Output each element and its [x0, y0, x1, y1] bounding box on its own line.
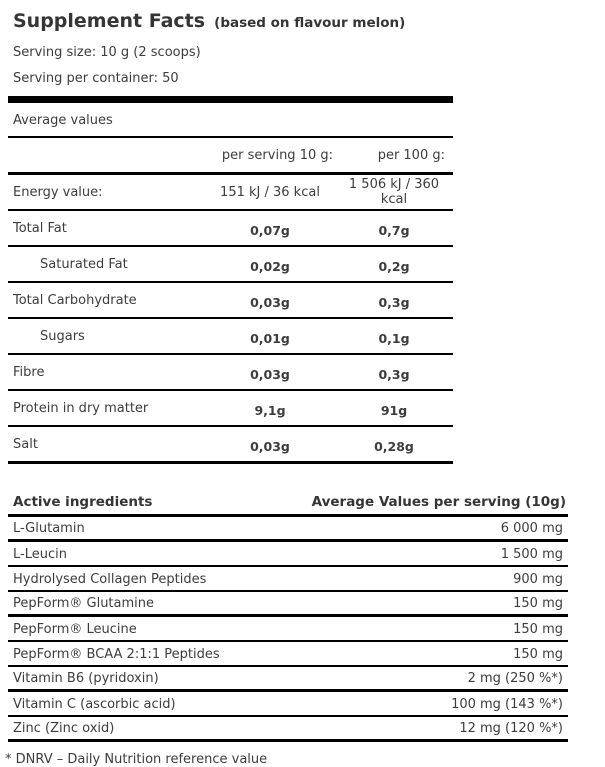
row-label: Protein in dry matter	[13, 400, 149, 416]
row-value-per-serving: 0,01g	[250, 330, 290, 346]
ingredient-rows	[8, 517, 568, 742]
row-value-per-100g: 0,7g	[378, 222, 410, 238]
row-value-per-serving: 0,03g	[250, 438, 290, 454]
table-row	[8, 175, 453, 211]
table-row	[8, 211, 453, 247]
ingredients-table-header	[8, 494, 568, 517]
row-label: Saturated Fat	[40, 256, 128, 272]
row-label: Total Fat	[13, 220, 67, 236]
row-value-per-serving: 0,02g	[250, 258, 290, 274]
table-row	[8, 355, 453, 391]
table-row	[8, 517, 568, 542]
row-value-per-100g: 0,2g	[378, 258, 410, 274]
row-value-per-100g: 0,3g	[378, 366, 410, 382]
row-value-per-serving: 0,07g	[250, 222, 290, 238]
table-row	[8, 567, 568, 592]
page-title	[13, 9, 605, 35]
row-label: Total Carbohydrate	[13, 292, 137, 308]
row-value-per-100g: 1 506 kJ / 360 kcal	[348, 177, 440, 207]
title-text: Supplement Facts	[13, 10, 206, 32]
table-row	[8, 717, 568, 742]
row-value-per-100g: 91g	[380, 402, 408, 418]
table-row	[8, 592, 568, 617]
row-label: Salt	[13, 436, 38, 452]
ingredient-value: 900 mg	[513, 572, 563, 587]
table-row	[8, 427, 453, 464]
row-value-per-serving: 0,03g	[250, 366, 290, 382]
table-row	[8, 247, 453, 283]
ingredient-name: Vitamin B6 (pyridoxin)	[13, 671, 159, 686]
servings-per-container: Serving per container: 50	[13, 71, 179, 86]
ingredient-value: 100 mg (143 %*)	[451, 697, 563, 712]
row-value-per-serving: 151 kJ / 36 kcal	[220, 184, 320, 200]
row-label: Fibre	[13, 364, 45, 380]
ingredient-value: 150 mg	[513, 596, 563, 611]
column-header-per-100g: per 100 g:	[377, 147, 445, 163]
row-value-per-serving: 0,03g	[250, 294, 290, 310]
ingredient-name: PepForm® BCAA 2:1:1 Peptides	[13, 647, 220, 662]
table-row	[8, 692, 568, 717]
ingredient-name: PepForm® Glutamine	[13, 596, 155, 611]
serving-size: Serving size: 10 g (2 scoops)	[13, 45, 201, 60]
ingredients-header-value: Average Values per serving (10g)	[311, 494, 566, 510]
column-header-per-serving: per serving 10 g:	[221, 147, 333, 163]
row-value-per-100g: 0,1g	[378, 330, 410, 346]
ingredient-value: 150 mg	[513, 622, 563, 637]
ingredient-value: 2 mg (250 %*)	[467, 671, 563, 686]
ingredient-value: 12 mg (120 %*)	[459, 721, 563, 736]
nutrition-rows	[8, 175, 453, 464]
table-row	[8, 642, 568, 667]
ingredient-name: Hydrolysed Collagen Peptides	[13, 572, 207, 587]
row-value-per-100g: 0,3g	[378, 294, 410, 310]
table-row	[8, 283, 453, 319]
table-row	[8, 667, 568, 692]
table-row	[8, 391, 453, 427]
nutrition-table-header	[8, 138, 453, 175]
table-row	[8, 617, 568, 642]
ingredient-value: 6 000 mg	[500, 521, 563, 536]
row-value-per-serving: 9,1g	[254, 402, 286, 418]
row-value-per-100g: 0,28g	[374, 438, 414, 454]
ingredient-name: Zinc (Zinc oxid)	[13, 721, 115, 736]
ingredient-value: 1 500 mg	[500, 547, 563, 562]
table-row	[8, 319, 453, 355]
row-label: Sugars	[40, 328, 85, 344]
nutrition-table	[8, 96, 453, 464]
table-row	[8, 542, 568, 567]
row-label: Energy value:	[13, 184, 103, 200]
table-top-bar	[8, 96, 453, 103]
ingredients-table	[8, 494, 568, 742]
ingredients-header-name: Active ingredients	[13, 494, 153, 510]
ingredient-name: PepForm® Leucine	[13, 622, 137, 637]
ingredient-value: 150 mg	[513, 647, 563, 662]
ingredient-name: L-Glutamin	[13, 521, 85, 536]
title-flavour-note: (based on flavour melon)	[214, 15, 406, 31]
average-values-label: Average values	[8, 103, 453, 138]
ingredient-name: L-Leucin	[13, 547, 67, 562]
dnrv-footnote: * DNRV – Daily Nutrition reference value	[5, 752, 268, 767]
ingredient-name: Vitamin C (ascorbic acid)	[13, 697, 176, 712]
